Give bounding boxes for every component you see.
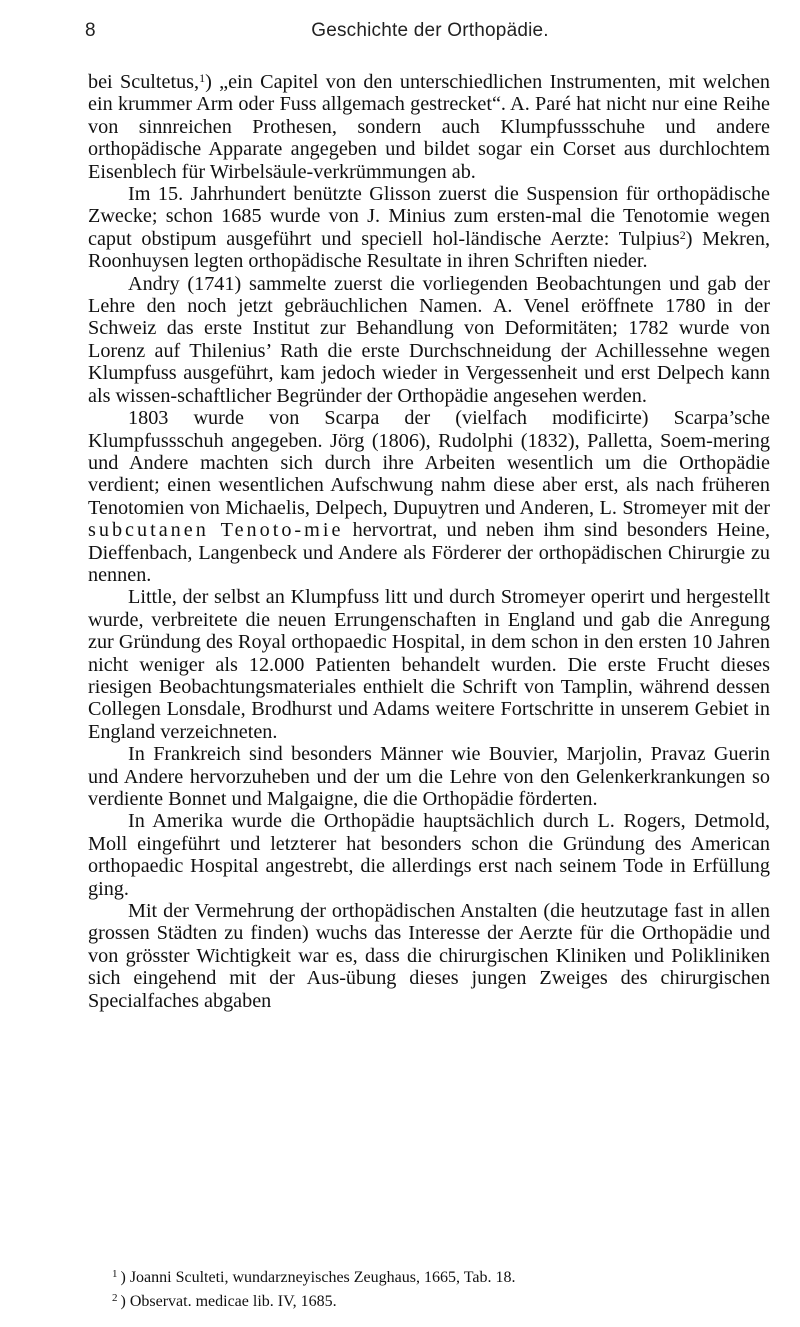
body-text: [88, 71, 770, 1012]
paragraph: [88, 586, 770, 743]
footnote-reference: 1: [199, 71, 206, 85]
running-title: Geschichte der Orthopädie.: [311, 20, 549, 41]
paragraph: [88, 183, 770, 273]
paragraph-text: hervortrat, und neben ihm sind besonders Heine, Dieffenbach, Langenbeck und Andere als Förderer der orthopädischen Chirurgie zu nennen.: [88, 519, 770, 586]
footnotes: [112, 1264, 772, 1312]
running-head: [0, 0, 800, 64]
paragraph-text: ) „ein Capitel von den unterschiedlichen Instrumenten, mit welchen ein krummer Arm oder Fuss allgemach gestrecket“. A. Paré hat nicht nur eine Reihe von sinnreichen Prothesen, sondern auch Klumpfussschuhe und andere orthopädische Apparate angegeben und bildet sogar ein Corset aus durchlochtem Eisenblech für Wirbelsäule-verkrümmungen ab.: [88, 71, 770, 183]
paragraph-text: ) Mekren, Roonhuysen legten orthopädische Resultate in ihren Schriften nieder.: [88, 227, 770, 273]
page-number: 8: [85, 20, 96, 41]
paragraph: [88, 273, 770, 407]
paragraph-text: In Amerika wurde die Orthopädie hauptsächlich durch L. Rogers, Detmold, Moll eingeführt und letzterer hat besonders schon die Gründung des American orthopaedic Hospital angestrebt, die allerdings erst nach seinem Tode in Erfüllung ging.: [88, 810, 770, 900]
paragraph: [88, 407, 770, 586]
paragraph-text: Andry (1741) sammelte zuerst die vorliegenden Beobachtungen und gab der Lehre den noch jetzt gebräuchlichen Namen. A. Venel eröffnete 1780 in der Schweiz das erste Institut zur Behandlung von Deformitäten; 1782 wurde von Lorenz auf Thilenius’ Rath die erste Durchschneidung der Achillessehne wegen Klumpfuss ausgeführt, kam jedoch wieder in Vergessenheit und erst Delpech kann als wissen-schaftlicher Begründer der Orthopädie angesehen werden.: [88, 272, 770, 407]
paragraph-text: Little, der selbst an Klumpfuss litt und durch Stromeyer operirt und hergestellt wurde, verbreitete die neuen Errungenschaften in England und gab die Anregung zur Gründung des Royal orthopaedic Hospital, in dem schon in den ersten 10 Jahren nicht weniger als 12.000 Patienten behandelt wurden. Die erste Frucht dieses riesigen Beobachtungsmateriales enthielt die Schrift von Tamplin, während dessen Collegen Lonsdale, Brodhurst und Adams weitere Fortschritte in unserem Gebiet in England verzeichneten.: [88, 586, 770, 743]
footnote: [112, 1264, 772, 1288]
paragraph-text: Mit der Vermehrung der orthopädischen Anstalten (die heutzutage fast in allen grossen Städten zu finden) wuchs das Interesse der Aerzte für die Orthopädie und von grösster Wichtigkeit war es, dass die chirurgischen Kliniken und Polikliniken sich eingehend mit der Aus-übung dieses jungen Zweiges des chirurgischen Specialfaches abgaben: [88, 900, 770, 1012]
footnote-text: ) Observat. medicae lib. IV, 1685.: [120, 1293, 337, 1310]
emphasized-term: subcutanen Tenoto-mie: [88, 519, 344, 542]
footnote: [112, 1288, 772, 1312]
paragraph: [88, 71, 770, 183]
paragraph: [88, 900, 770, 1012]
footnote-text: ) Joanni Sculteti, wundarzneyisches Zeughaus, 1665, Tab. 18.: [120, 1269, 516, 1286]
paragraph-text: 1803 wurde von Scarpa der (vielfach modificirte) Scarpa’sche Klumpfussschuh angegeben. Jörg (1806), Rudolphi (1832), Palletta, Soem-mering und Andere machten sich durch ihre Arbeiten wesentlich um die Orthopädie verdient; einen wesentlichen Aufschwung nahm diese aber erst, als nach früheren Tenotomien von Michaelis, Delpech, Dupuytren und Anderen, L. Stromeyer mit der: [88, 407, 770, 519]
footnote-reference: 2: [679, 227, 686, 242]
paragraph: [88, 810, 770, 900]
footnote-mark: 1: [112, 1268, 118, 1280]
paragraph-text: Im 15. Jahrhundert benützte Glisson zuerst die Suspension für orthopädische Zwecke; schon 1685 wurde von J. Minius zum ersten-mal die Tenotomie wegen caput obstipum ausgeführt und speciell hol-ländische Aerzte: Tulpius: [88, 183, 770, 250]
paragraph-text: bei Scultetus,: [88, 71, 200, 93]
paragraph-text: In Frankreich sind besonders Männer wie Bouvier, Marjolin, Pravaz Guerin und Andere hervorzuheben und der um die Lehre von den Gelenkerkrankungen so verdiente Bonnet und Malgaigne, die die Orthopädie förderten.: [88, 743, 770, 810]
footnote-mark: 2: [112, 1292, 118, 1304]
paragraph: [88, 743, 770, 810]
